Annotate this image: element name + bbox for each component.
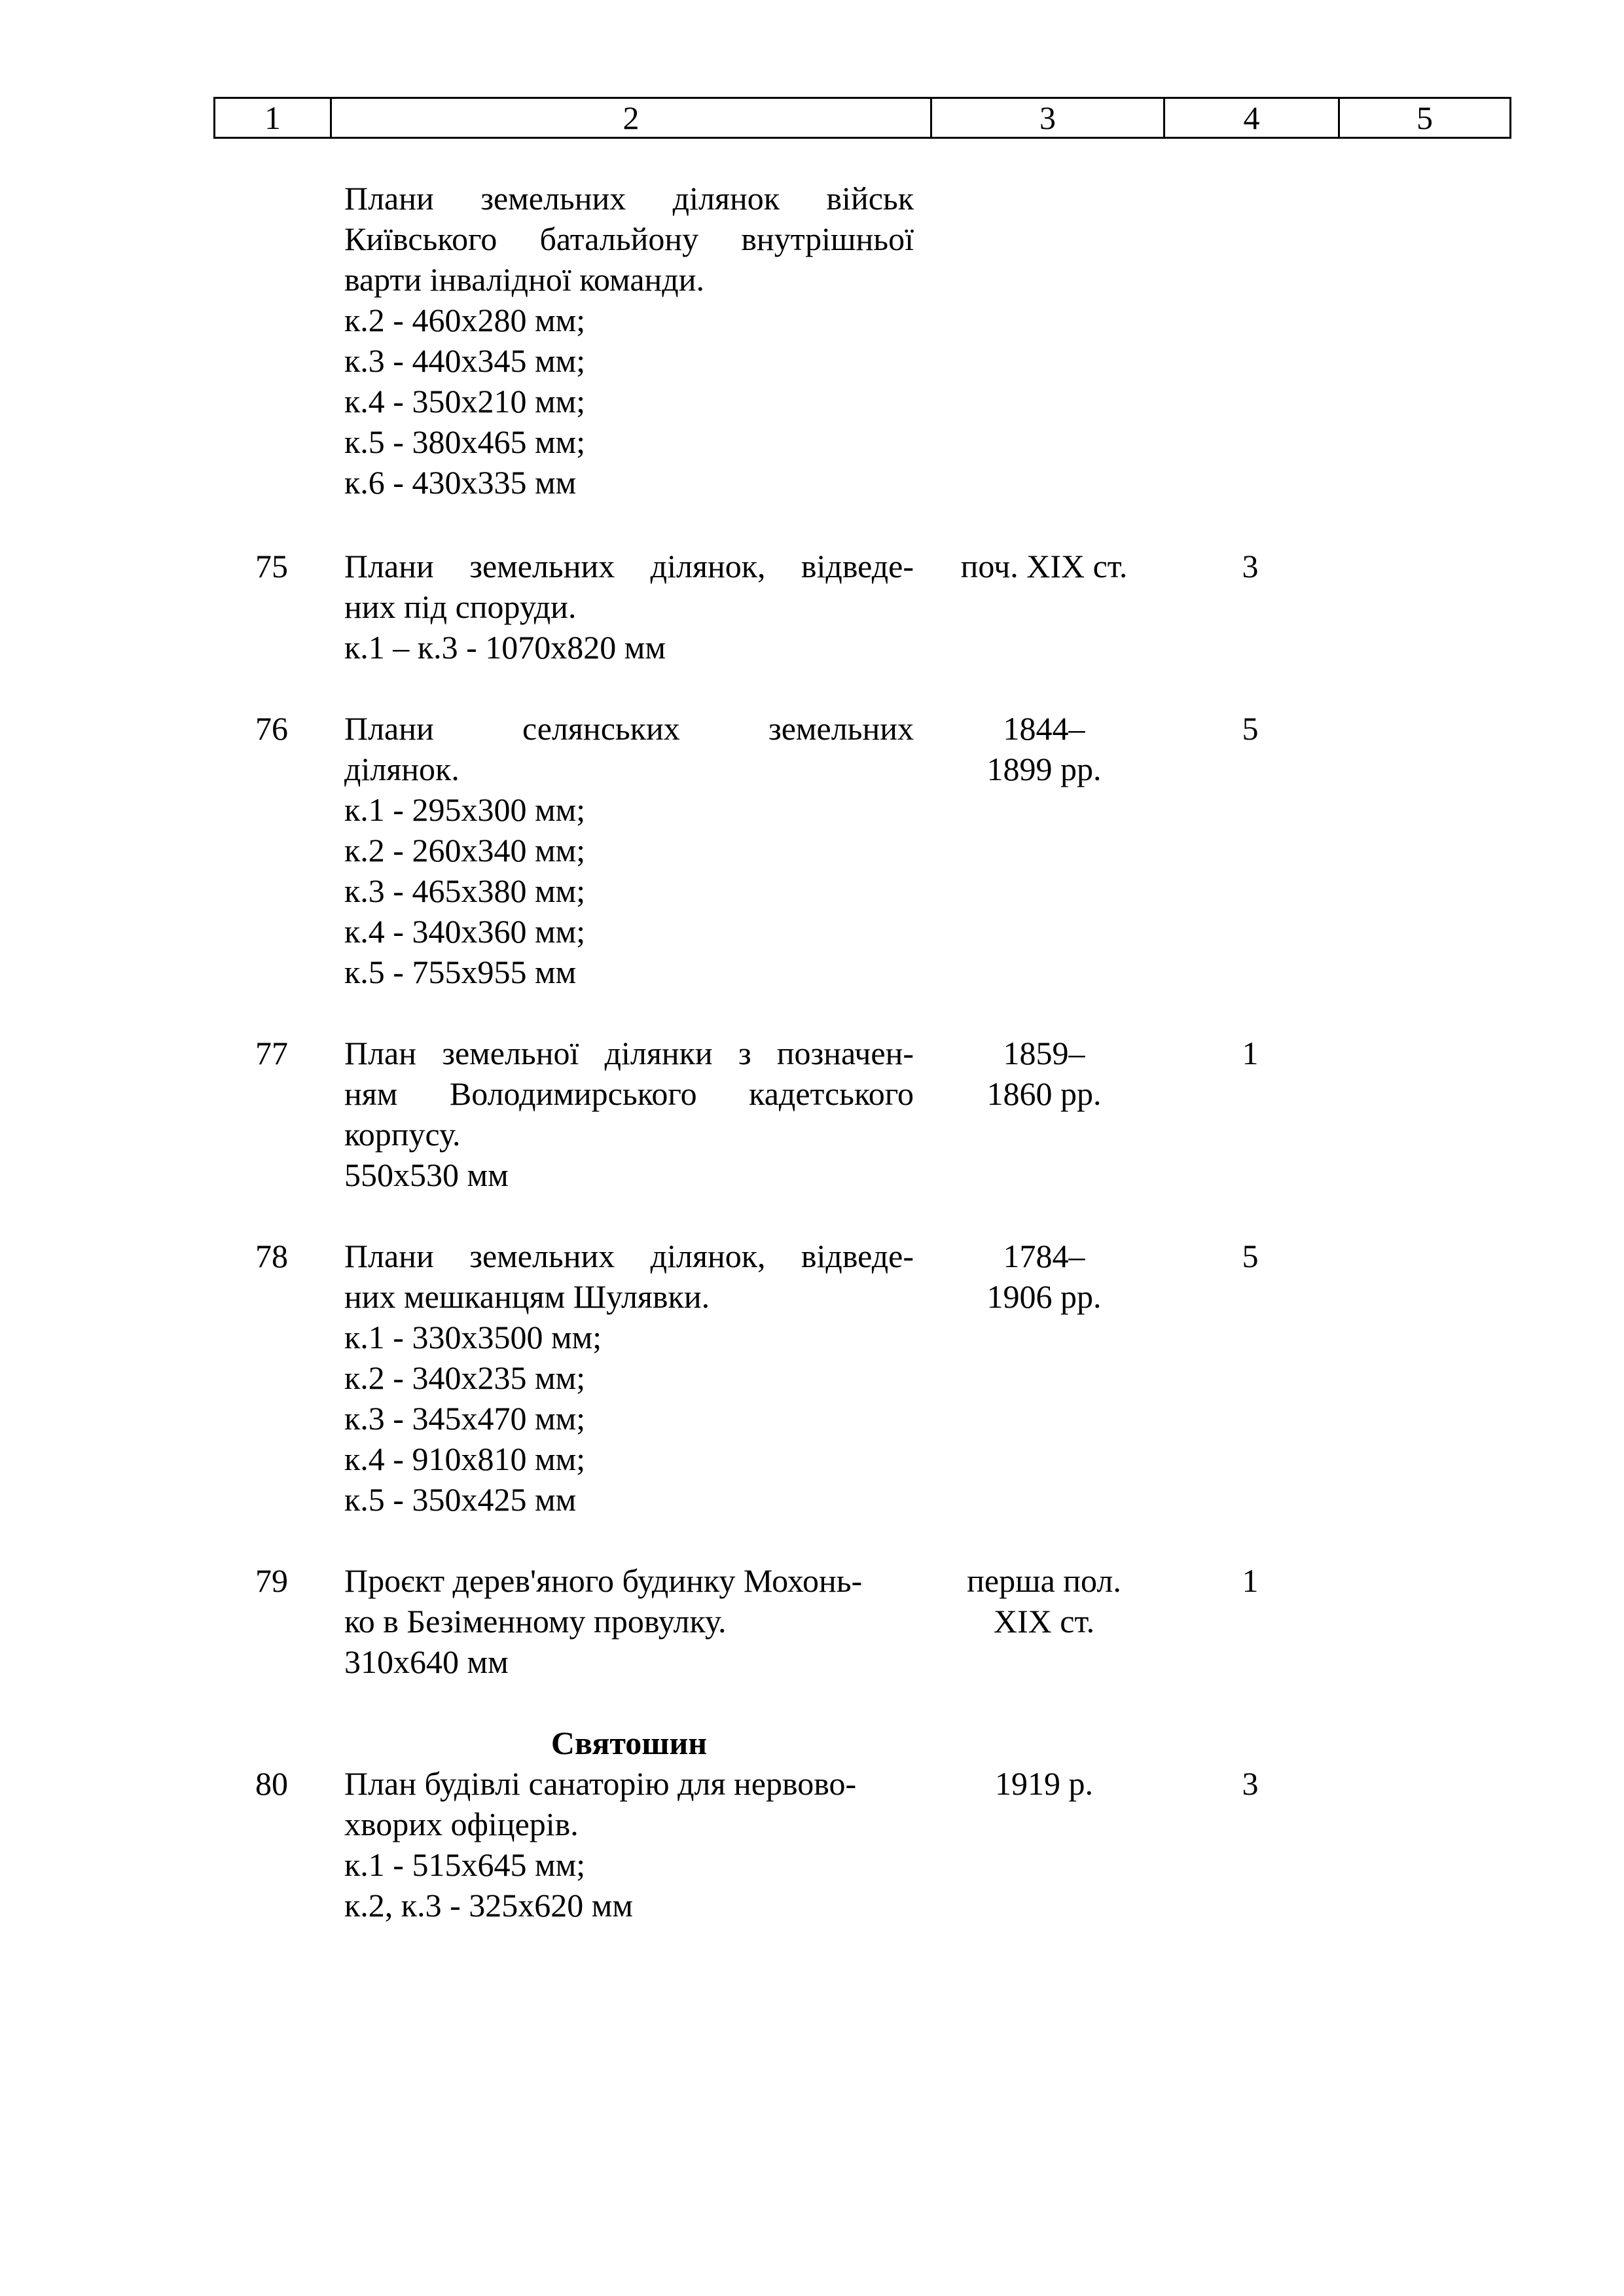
- date-line: 1859–: [1003, 1035, 1085, 1071]
- description-line: Проєкт дерев'яного будинку Мохонь-: [344, 1562, 863, 1599]
- entry-description: [344, 708, 914, 992]
- entry-count: 1: [1242, 1035, 1259, 1071]
- entry-description: [344, 178, 914, 503]
- description-line: 550х530 мм: [344, 1157, 509, 1193]
- entry-date: [929, 708, 1159, 789]
- description-line: Плани земельних ділянок, відведе-: [344, 548, 914, 584]
- description-line: к.1 - 330х3500 мм;: [344, 1319, 602, 1355]
- description-line: хворих офіцерів.: [344, 1806, 579, 1842]
- entry-number: 75: [255, 548, 288, 584]
- column-header-1: 1: [215, 98, 331, 138]
- description-line: к.1 - 515х645 мм;: [344, 1846, 586, 1883]
- entry-count: 3: [1242, 1765, 1259, 1802]
- date-line: 1784–: [1003, 1238, 1085, 1274]
- description-line: Плани земельних ділянок військ: [344, 180, 914, 217]
- date-line: поч. XIX ст.: [960, 548, 1128, 584]
- entry-count: 3: [1242, 548, 1259, 584]
- description-line: к.3 - 440х345 мм;: [344, 342, 586, 379]
- date-line: 1919 р.: [995, 1765, 1093, 1802]
- column-header-3: 3: [931, 98, 1164, 138]
- description-line: к.4 - 910х810 мм;: [344, 1441, 586, 1477]
- description-line: План земельної ділянки з позначен-: [344, 1035, 914, 1071]
- description-line: к.1 – к.3 - 1070х820 мм: [344, 629, 666, 666]
- description-line: 310х640 мм: [344, 1643, 509, 1680]
- entry-count: 5: [1242, 1238, 1259, 1274]
- entry-count: 1: [1242, 1562, 1259, 1599]
- description-line: корпусу.: [344, 1116, 461, 1153]
- description-line: План будівлі санаторію для нервово-: [344, 1765, 857, 1802]
- description-line: к.6 - 430х335 мм: [344, 464, 577, 501]
- entry-date: [929, 546, 1159, 586]
- description-line: Плани селянських земельних: [344, 710, 914, 747]
- description-line: ням Володимирського кадетського: [344, 1075, 914, 1112]
- column-header-5: 5: [1339, 98, 1511, 138]
- description-line: варти інвалідної команди.: [344, 261, 704, 298]
- description-line: ділянок.: [344, 751, 460, 787]
- date-line: 1899 рр.: [986, 751, 1102, 787]
- description-line: к.1 - 295х300 мм;: [344, 791, 586, 828]
- entry-count: 5: [1242, 710, 1259, 747]
- date-line: 1860 рр.: [986, 1075, 1102, 1112]
- description-line: к.3 - 345х470 мм;: [344, 1400, 586, 1437]
- description-line: к.5 - 350х425 мм: [344, 1481, 577, 1518]
- description-line: к.5 - 380х465 мм;: [344, 423, 586, 460]
- entry-number: 79: [255, 1562, 288, 1599]
- description-line: них мешканцям Шулявки.: [344, 1278, 710, 1315]
- column-header-2: 2: [331, 98, 931, 138]
- date-line: 1906 рр.: [986, 1278, 1102, 1315]
- entry-date: [929, 1560, 1159, 1641]
- entry-description: [344, 1033, 914, 1195]
- entry-date: [929, 1236, 1159, 1317]
- description-line: к.4 - 340х360 мм;: [344, 913, 586, 950]
- entry-description: [344, 546, 914, 668]
- date-line: перша пол.: [967, 1562, 1121, 1599]
- entry-description: [344, 1560, 914, 1682]
- column-header-table: [213, 97, 1511, 139]
- entry-number: 76: [255, 710, 288, 747]
- description-line: Плани земельних ділянок, відведе-: [344, 1238, 914, 1274]
- entry-date: [929, 1033, 1159, 1114]
- entry-description: [344, 1236, 914, 1520]
- description-line: к.4 - 350х210 мм;: [344, 383, 586, 420]
- description-line: к.5 - 755х955 мм: [344, 954, 577, 990]
- description-line: них під споруди.: [344, 588, 577, 625]
- description-line: к.2 - 460х280 мм;: [344, 302, 586, 338]
- description-line: к.2, к.3 - 325х620 мм: [344, 1887, 634, 1924]
- description-line: ко в Безіменному провулку.: [344, 1603, 727, 1640]
- entry-description: [344, 1763, 914, 1926]
- section-heading: Святошин: [550, 1725, 708, 1761]
- entry-number: 78: [255, 1238, 288, 1274]
- date-line: XIX ст.: [993, 1603, 1095, 1640]
- description-line: к.3 - 465х380 мм;: [344, 872, 586, 909]
- description-line: к.2 - 340х235 мм;: [344, 1359, 586, 1396]
- date-line: 1844–: [1003, 710, 1085, 747]
- entry-number: 80: [255, 1765, 288, 1802]
- description-line: Київського батальйону внутрішньої: [344, 221, 914, 257]
- column-header-4: 4: [1164, 98, 1339, 138]
- entry-number: 77: [255, 1035, 288, 1071]
- description-line: к.2 - 260х340 мм;: [344, 832, 586, 869]
- entry-date: [929, 1763, 1159, 1804]
- column-header-row: [215, 98, 1511, 138]
